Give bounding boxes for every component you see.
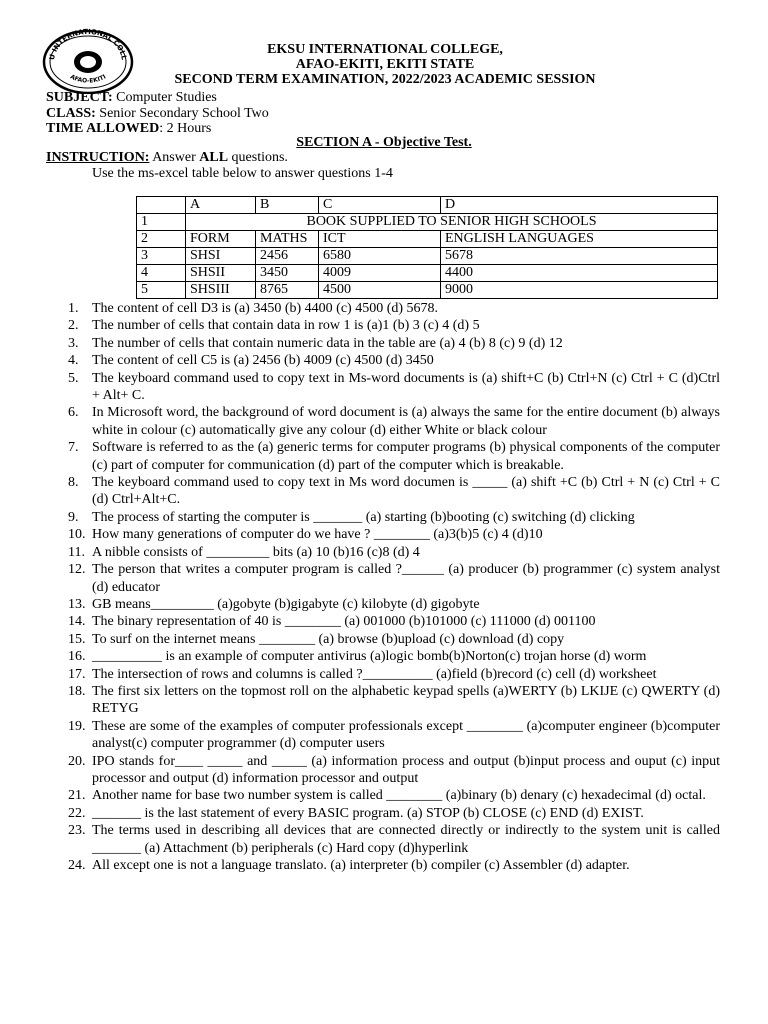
- table-cell: B: [256, 197, 319, 214]
- table-cell: 4500: [319, 282, 441, 299]
- excel-table: [136, 196, 718, 299]
- question-item: [68, 335, 720, 352]
- question-item: [68, 631, 720, 648]
- question-item: [68, 822, 720, 857]
- question-number: 20.: [68, 753, 86, 769]
- question-list: [68, 300, 720, 874]
- question-item: [68, 439, 720, 474]
- question-text: To surf on the internet means ________ (a) browse (b)upload (c) download (d) copy: [92, 631, 565, 647]
- question-text: A nibble consists of _________ bits (a) 10 (b)16 (c)8 (d) 4: [92, 544, 420, 560]
- table-cell: 4009: [319, 265, 441, 282]
- table-cell: 8765: [256, 282, 319, 299]
- question-text: The first six letters on the topmost roll on the alphabetic keypad spells (a)WERTY (b) LKIJE (c) QWERTY (d) RETYG: [92, 683, 720, 717]
- question-text: __________ is an example of computer antivirus (a)logic bomb(b)Norton(c) trojan horse (d) worm: [92, 649, 647, 665]
- question-text: How many generations of computer do we have ? ________ (a)3(b)5 (c) 4 (d)10: [92, 527, 543, 543]
- question-text: All except one is not a language translato. (a) interpreter (b) compiler (c) Assembler (d) adapter.: [92, 858, 630, 873]
- question-item: [68, 805, 720, 822]
- question-item: [68, 474, 720, 509]
- instruction-text2: questions.: [228, 150, 288, 165]
- table-cell: 5: [137, 282, 186, 299]
- class-value: Senior Secondary School Two: [95, 105, 269, 121]
- exam-header: [140, 42, 630, 87]
- table-row: [137, 214, 718, 231]
- instruction-text1: Answer: [149, 150, 200, 165]
- table-cell: SHSIII: [186, 282, 256, 299]
- table-cell: SHSII: [186, 265, 256, 282]
- table-header-row: [137, 197, 718, 214]
- table-title-cell: BOOK SUPPLIED TO SENIOR HIGH SCHOOLS: [186, 214, 718, 231]
- instruction-bold: ALL: [199, 150, 229, 165]
- question-item: [68, 613, 720, 630]
- question-number: 24.: [68, 858, 86, 873]
- question-item: [68, 561, 720, 596]
- question-number: 7.: [68, 440, 79, 456]
- table-row: [137, 282, 718, 299]
- question-text: The terms used in describing all devices that are connected directly or indirectly to the system unit is called _______ (a) Attachment (b) peripherals (c) Hard copy (d)hyperlink: [92, 823, 720, 856]
- question-item: [68, 317, 720, 334]
- question-number: 2.: [68, 318, 79, 334]
- question-number: 15.: [68, 631, 86, 647]
- question-item: [68, 370, 720, 405]
- svg-text:AFAO-EKITI: [69, 73, 107, 84]
- table-cell: C: [319, 197, 441, 214]
- question-number: 11.: [68, 544, 85, 560]
- question-item: [68, 352, 720, 369]
- question-item: [68, 509, 720, 526]
- question-number: 21.: [68, 788, 86, 804]
- college-logo: [42, 26, 134, 94]
- table-row: [137, 265, 718, 282]
- question-text: The person that writes a computer program is called ?______ (a) producer (b) programmer (c) system analyst (d) educator: [92, 562, 720, 595]
- table-cell: MATHS: [256, 231, 319, 248]
- question-item: [68, 718, 720, 753]
- question-item: [68, 404, 720, 439]
- question-text: _______ is the last statement of every BASIC program. (a) STOP (b) CLOSE (c) END (d) EXIST.: [92, 805, 644, 821]
- table-cell: 4400: [441, 265, 718, 282]
- class-label: CLASS:: [46, 105, 96, 121]
- question-text: Another name for base two number system is called ________ (a)binary (b) denary (c) hexadecimal (d) octal.: [92, 788, 706, 804]
- question-text: The process of starting the computer is _______ (a) starting (b)booting (c) switching (d) clicking: [92, 509, 635, 525]
- question-item: [68, 857, 720, 874]
- table-cell: [137, 197, 186, 214]
- college-seal-icon: [42, 26, 134, 94]
- table-cell: D: [441, 197, 718, 214]
- question-number: 14.: [68, 614, 86, 630]
- question-number: 6.: [68, 405, 79, 421]
- table-cell: SHSI: [186, 248, 256, 265]
- question-text: The content of cell D3 is (a) 3450 (b) 4400 (c) 4500 (d) 5678.: [92, 301, 439, 316]
- question-text: The keyboard command used to copy text in Ms word documen is _____ (a) shift +C (b) Ctrl + N (c) Ctrl + C (d) Ctrl+Alt+C.: [92, 475, 720, 508]
- table-row: [137, 231, 718, 248]
- question-item: [68, 666, 720, 683]
- question-text: These are some of the examples of computer professionals except ________ (a)computer engineer (b)computer analyst(c) computer programmer (d) computer users: [92, 718, 720, 752]
- question-text: The content of cell C5 is (a) 2456 (b) 4009 (c) 4500 (d) 3450: [92, 353, 434, 369]
- section-title: SECTION A - Objective Test.: [296, 135, 472, 150]
- question-text: Software is referred to as the (a) generic terms for computer programs (b) physical components of the computer (c) part of computer for communication (d) part of the computer which is breakable.: [92, 440, 720, 473]
- table-row: [137, 248, 718, 265]
- question-item: [68, 683, 720, 718]
- logo-ring-text: U INTERNATIONAL COLL: [48, 27, 128, 61]
- time-value: : 2 Hours: [159, 121, 212, 136]
- table-cell: ENGLISH LANGUAGES: [441, 231, 718, 248]
- table-instruction: Use the ms-excel table below to answer questions 1-4: [92, 166, 393, 181]
- table-cell: 3: [137, 248, 186, 265]
- table-cell: 4: [137, 265, 186, 282]
- question-text: The keyboard command used to copy text in Ms-word documents is (a) shift+C (b) Ctrl+N (c) Ctrl + C (d)Ctrl + Alt+ C.: [92, 370, 720, 404]
- question-number: 5.: [68, 370, 79, 386]
- table-cell: 6580: [319, 248, 441, 265]
- question-number: 4.: [68, 353, 79, 369]
- subject-value: Computer Studies: [112, 90, 217, 105]
- instruction-label: INSTRUCTION:: [46, 150, 150, 165]
- question-text: IPO stands for____ _____ and _____ (a) information process and output (b)input process and ouput (c) input processor and output (d) information processor and output: [92, 753, 720, 786]
- table-cell: 2456: [256, 248, 319, 265]
- question-number: 22.: [68, 805, 86, 821]
- header-location: AFAO-EKITI, EKITI STATE: [295, 57, 475, 72]
- header-college-name: EKSU INTERNATIONAL COLLEGE,: [267, 42, 503, 57]
- question-number: 19.: [68, 718, 86, 734]
- question-item: [68, 596, 720, 613]
- table-cell: 9000: [441, 282, 718, 299]
- question-item: [68, 300, 720, 317]
- question-item: [68, 526, 720, 543]
- question-item: [68, 753, 720, 788]
- logo-bottom-text: AFAO-EKITI: [68, 73, 108, 85]
- question-item: [68, 648, 720, 665]
- question-number: 23.: [68, 823, 86, 839]
- question-number: 9.: [68, 509, 79, 525]
- exam-meta: [46, 90, 269, 137]
- table-cell: 5678: [441, 248, 718, 265]
- question-number: 10.: [68, 527, 86, 543]
- question-text: The number of cells that contain numeric data in the table are (a) 4 (b) 8 (c) 9 (d) 12: [92, 335, 563, 351]
- header-exam-title: SECOND TERM EXAMINATION, 2022/2023 ACADEMIC SESSION: [174, 72, 596, 87]
- question-number: 17.: [68, 666, 86, 682]
- table-cell: 1: [137, 214, 186, 231]
- subject-line: [46, 90, 269, 106]
- table-cell: 2: [137, 231, 186, 248]
- instruction-line: [46, 150, 288, 166]
- question-number: 12.: [68, 562, 86, 578]
- question-text: The number of cells that contain data in row 1 is (a)1 (b) 3 (c) 4 (d) 5: [92, 318, 480, 334]
- subject-label: SUBJECT:: [46, 90, 113, 105]
- time-label: TIME ALLOWED: [46, 121, 160, 136]
- question-text: The binary representation of 40 is ________ (a) 001000 (b)101000 (c) 111000 (d) 001100: [92, 614, 596, 630]
- question-number: 1.: [68, 301, 79, 316]
- table-cell: 3450: [256, 265, 319, 282]
- table-cell: A: [186, 197, 256, 214]
- question-text: GB means_________ (a)gobyte (b)gigabyte (c) kilobyte (d) gigobyte: [92, 596, 480, 612]
- question-text: The intersection of rows and columns is called ?__________ (a)field (b)record (c) cell (d) worksheet: [92, 666, 657, 682]
- question-number: 16.: [68, 649, 86, 665]
- question-number: 18.: [68, 683, 86, 699]
- table-cell: ICT: [319, 231, 441, 248]
- question-item: [68, 544, 720, 561]
- class-line: [46, 106, 269, 122]
- question-number: 13.: [68, 596, 86, 612]
- question-number: 3.: [68, 335, 79, 351]
- question-text: In Microsoft word, the background of word document is (a) always the same for the entire document (b) always white in colour (c) automatically give any colour (d) either White or black colour: [92, 405, 720, 438]
- question-item: [68, 787, 720, 804]
- table-cell: FORM: [186, 231, 256, 248]
- question-number: 8.: [68, 475, 79, 491]
